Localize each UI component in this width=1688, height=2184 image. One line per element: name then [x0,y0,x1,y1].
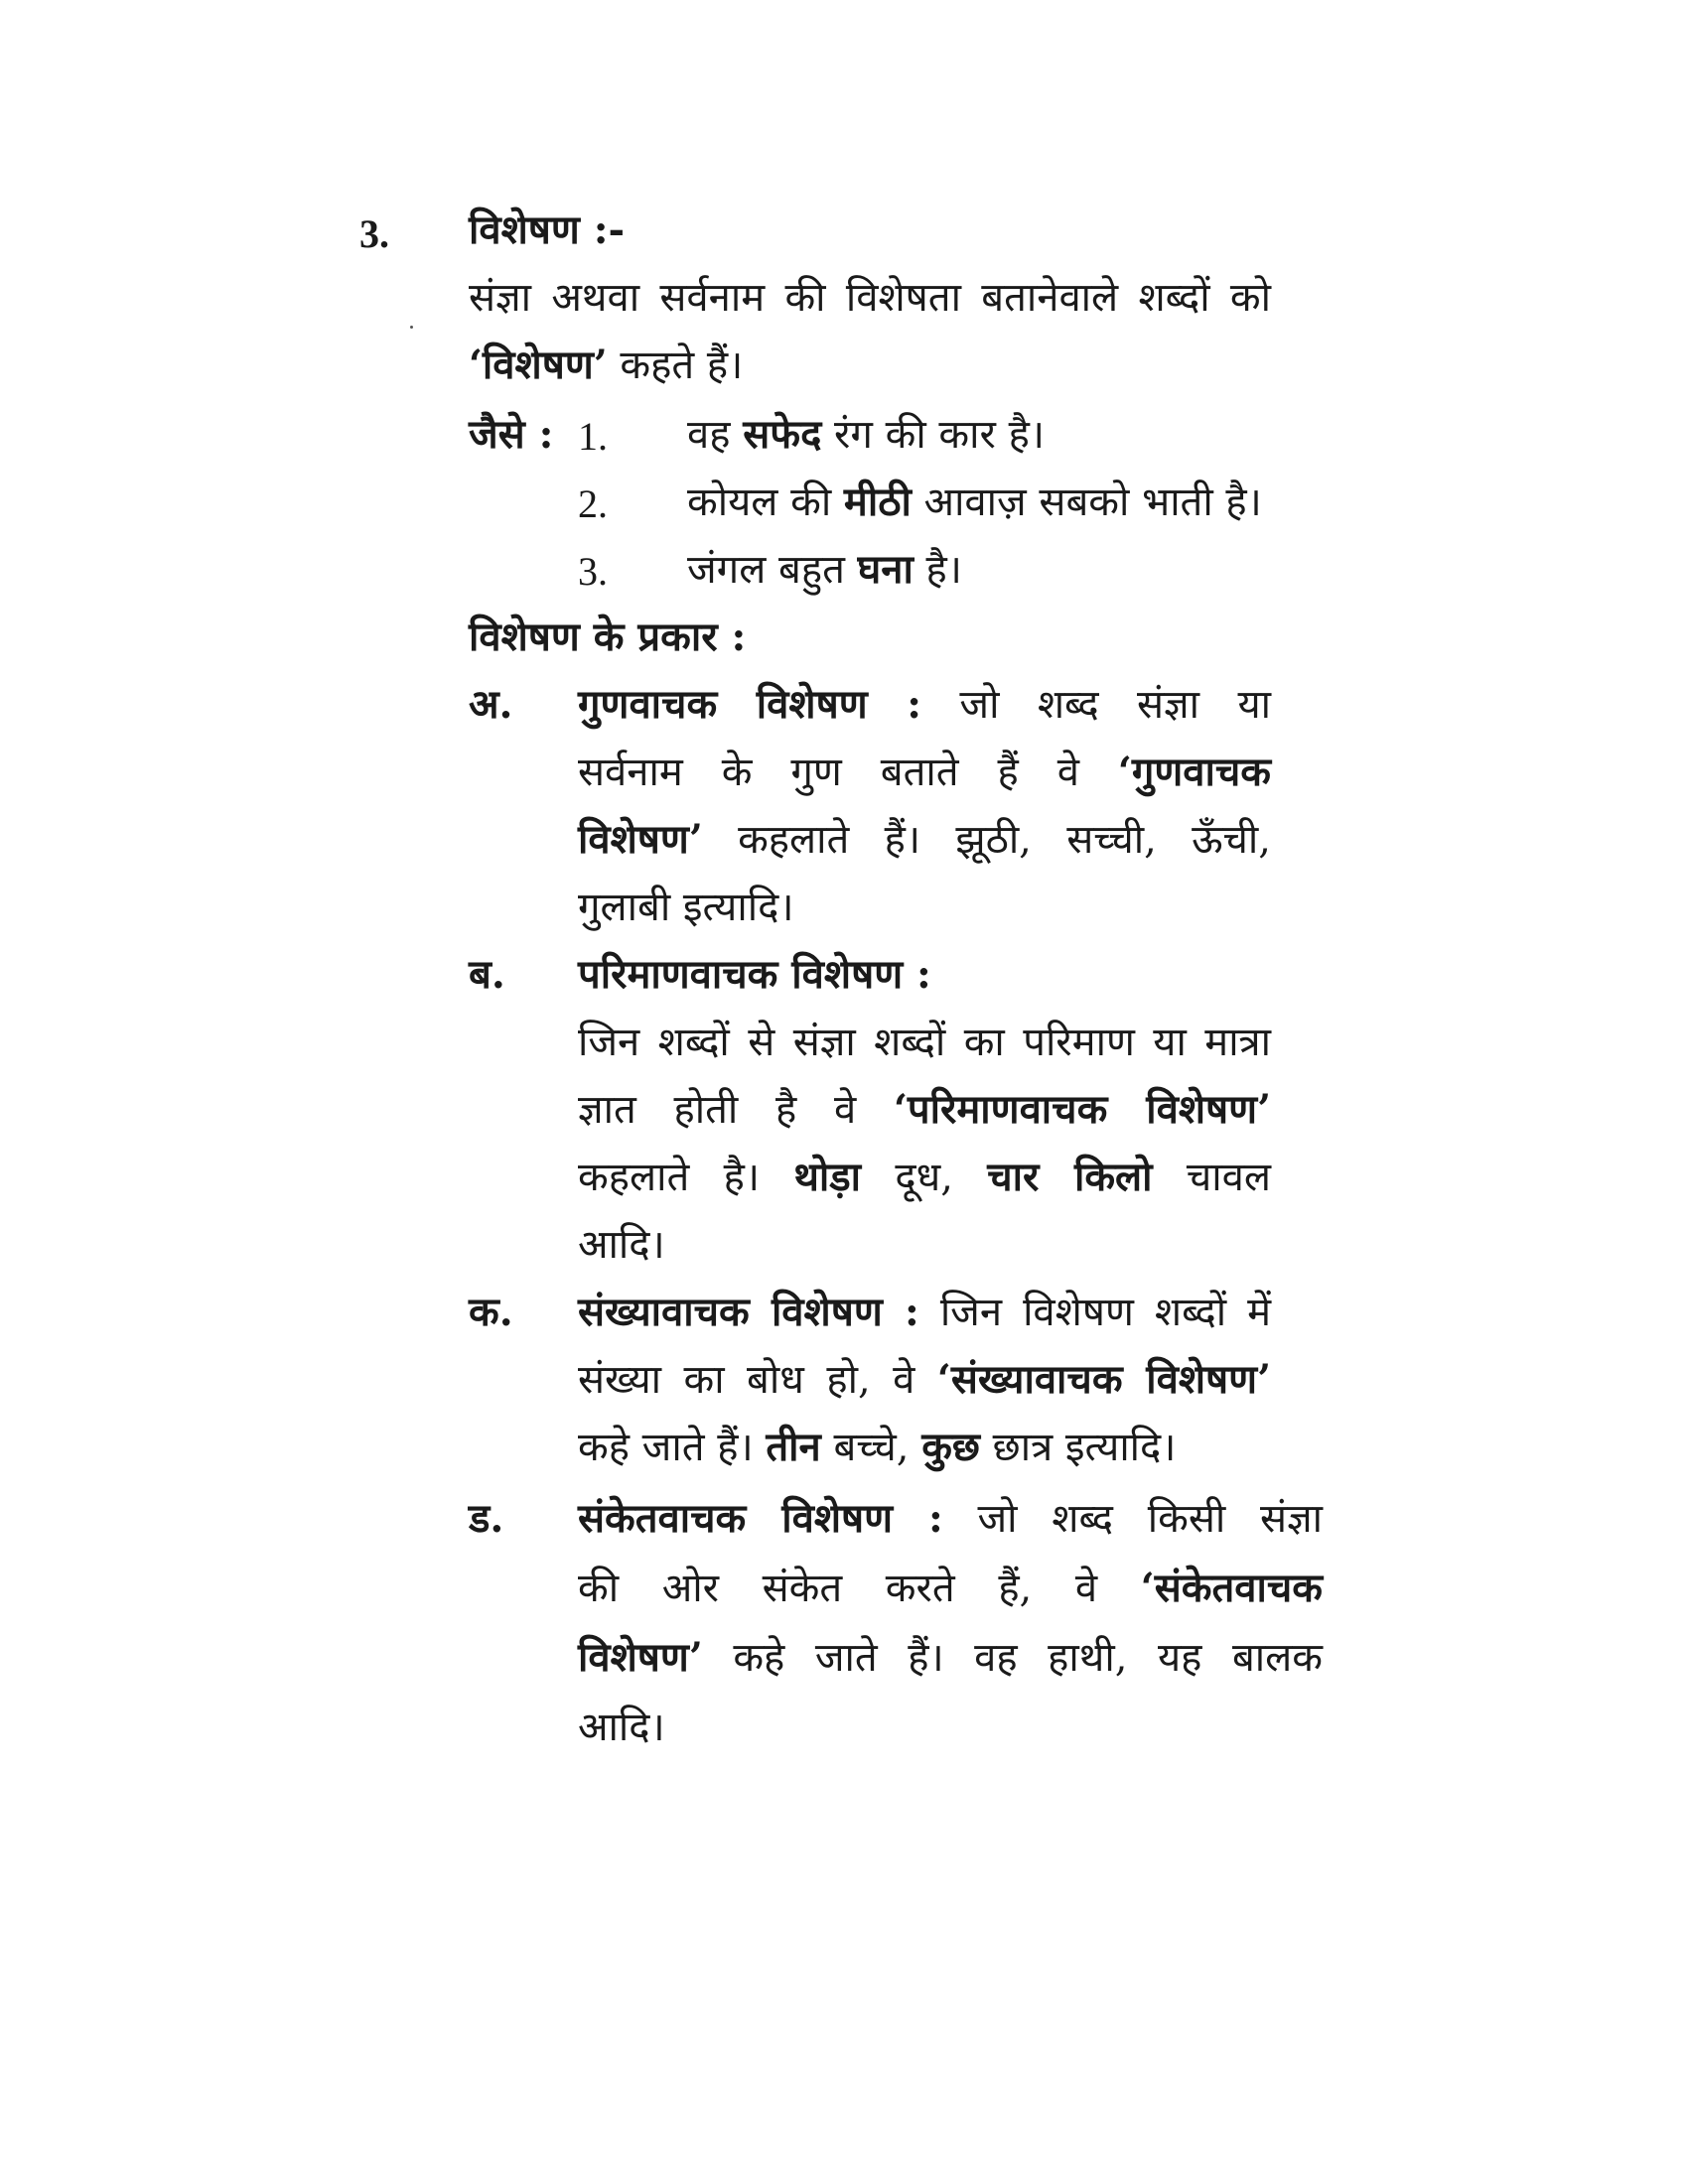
example-1-number: 1. [578,414,608,459]
type-k-line-3-post: छात्र इत्यादि। [979,1425,1177,1470]
types-heading: विशेषण के प्रकार : [469,614,747,660]
example-2 [687,475,1262,530]
type-d-line-2-pre: की ओर संकेत करते हैं, वे [578,1566,1141,1611]
type-a-line-3-rest: कहलाते हैं। झूठी, सच्ची, ऊँची, [702,817,1271,863]
type-b-line-3-mid: दूध, [861,1155,988,1200]
example-1 [687,407,1045,463]
section-title: विशेषण :- [469,206,626,253]
example-2-pre: कोयल की [687,479,844,525]
intro-line-2-rest: कहते हैं। [607,342,744,388]
type-b-line-2-pre: ज्ञात होती है वे [578,1087,894,1133]
example-1-adjective: सफेद [743,411,822,458]
intro-term: ‘विशेषण’ [469,341,608,388]
type-d-line-2 [578,1561,1323,1616]
type-k-line-2-pre: संख्या का बोध हो, वे [578,1357,937,1403]
type-d-term-start: ‘संकेतवाचक [1140,1565,1323,1611]
section-number: 3. [359,211,389,256]
type-a-line-1-rest: जो शब्द संज्ञा या [921,682,1271,728]
type-a-term-end: विशेषण’ [578,816,703,863]
type-b-letter: ब. [469,951,505,998]
example-1-pre: वह [687,412,744,458]
type-d-line-1-rest: जो शब्द किसी संज्ञा [942,1496,1323,1542]
example-3-pre: जंगल बहुत [687,547,858,593]
type-k-title: संख्यावाचक विशेषण : [578,1289,919,1335]
type-b-line-3 [578,1150,1271,1205]
type-k-term: ‘संख्यावाचक विशेषण’ [936,1356,1272,1403]
example-2-number: 2. [578,481,608,526]
example-3-post: है। [913,547,962,593]
type-d-line-3 [578,1630,1323,1686]
example-3-number: 3. [578,549,608,594]
type-k-line-3 [578,1420,1176,1475]
type-k-example-2: कुछ [921,1424,980,1470]
type-a-term-start: ‘गुणवाचक [1117,749,1271,795]
type-d-line-3-rest: कहे जाते हैं। वह हाथी, यह बालक [702,1635,1323,1681]
example-3 [687,542,962,598]
type-a-line-3 [578,812,1271,868]
type-b-example-2: चार किलो [987,1154,1153,1200]
type-b-line-3-pre: कहलाते है। [578,1155,794,1200]
scan-speck [410,326,413,329]
type-d-title: संकेतवाचक विशेषण : [578,1495,943,1542]
type-k-line-1 [578,1285,1271,1340]
type-k-line-3-mid: बच्चे, [820,1425,922,1470]
type-b-term: ‘परिमाणवाचक विशेषण’ [894,1086,1271,1133]
type-k-letter: क. [469,1289,513,1335]
example-1-post: रंग की कार है। [821,412,1045,458]
type-d-line-1 [578,1491,1323,1547]
type-k-line-3-pre: कहे जाते हैं। [578,1425,767,1470]
type-k-example-1: तीन [766,1424,821,1470]
type-a-line-1 [578,677,1271,733]
type-b-line-4: आदि। [578,1222,665,1268]
type-k-line-1-rest: जिन विशेषण शब्दों में [918,1290,1271,1335]
type-b-line-3-post: चावल [1152,1155,1271,1200]
type-d-term-end: विशेषण’ [578,1634,703,1681]
type-d-letter: ड. [469,1495,504,1542]
example-3-adjective: घना [857,546,914,593]
type-b-example-1: थोड़ा [793,1154,862,1200]
type-a-line-4: गुलाबी इत्यादि। [578,885,794,930]
intro-line-2 [469,338,743,393]
type-a-title: गुणवाचक विशेषण : [578,681,921,728]
examples-label: जैसे : [469,411,554,458]
type-b-title: परिमाणवाचक विशेषण : [578,951,931,998]
type-b-line-1: जिन शब्दों से संज्ञा शब्दों का परिमाण या मात्रा [578,1020,1271,1065]
type-a-line-2-pre: सर्वनाम के गुण बताते हैं वे [578,750,1118,795]
type-a-letter: अ. [469,681,513,728]
type-d-line-4: आदि। [578,1705,665,1750]
type-k-line-2 [578,1352,1271,1408]
type-b-line-2 [578,1082,1271,1138]
example-2-adjective: मीठी [843,478,912,525]
intro-line-1: संज्ञा अथवा सर्वनाम की विशेषता बतानेवाले शब्दों को [469,275,1271,321]
example-2-post: आवाज़ सबको भाती है। [911,479,1262,525]
type-a-line-2 [578,745,1271,800]
